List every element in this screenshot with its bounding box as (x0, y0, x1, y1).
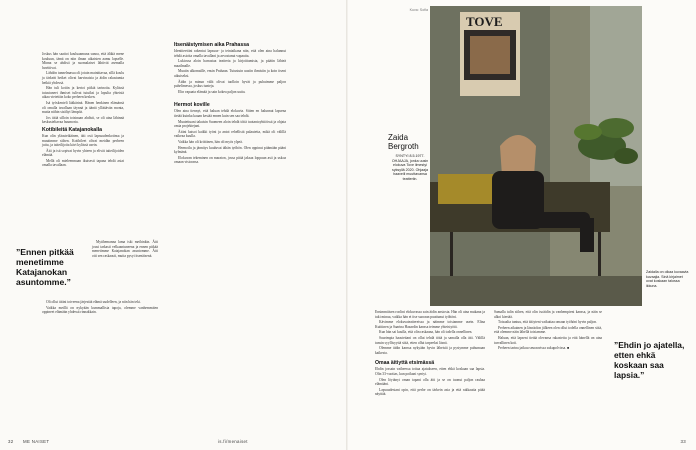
paragraph: Oli ollut äitini toiveena järjestää elämä uudelleen, ja niin hän teki. (46, 300, 141, 304)
paragraph: Lapsuudestani opin, että perhe on tärkein asia ja että rakkautta pitää näyttää. (375, 387, 485, 397)
paragraph: Muutettuani takaisin Suomeen aloin tehdä töitä tuotantoyhtiöissä ja ohjata omia projektejani. (174, 119, 286, 129)
paragraph: Ensimmäisen roolini elokuvassa sain äidin ansiosta. Hän oli aina mukana ja tuki minua, vaikka hän ei itse suoraan puuttunut työhöni. (375, 310, 485, 319)
side-caption: Zaidalla on olkaa kuvaavia kuvaajia. Sinä kirjaimet ovat koskaan talossa ikkuna. (646, 270, 689, 288)
paragraph: Isä työskenteli lääkärinä. Hänen henkinen elämänsä oli omalla tavallaan täynnä ja ääntä yllättävän monta, mutta niihin sisältyi lämpöä. (42, 100, 124, 115)
paragraph: Ehdin jossain vaiheessa tottua ajatukseen, etten ehkä koskaan saa lapsia. Olin 33-vuotias, kun poikani syntyi. (375, 367, 485, 376)
page-number: 33 (680, 439, 686, 444)
column-a (42, 52, 124, 169)
pull-quote: ”Ehdin jo ajatella, etten ehkä koskaan saa lapsia.” (614, 340, 685, 380)
section-heading: Itsenäistymisen aika Prahassa (174, 42, 249, 48)
paragraph: Vaikka hän oli kriittinen, hän oli myös ylpeä. (178, 139, 243, 144)
paragraph: Äitini katsoi kaikki työni ja antoi rehellistä palautetta, mikä oli välillä vaikeaa kuulla. (174, 129, 286, 139)
paragraph: Perheen aikainen ja läsnäolon jälkeen olen ollut todella onnellinen siitä, että olemme näin lähellä toisiamme. (494, 325, 602, 335)
paragraph: Identiteettini rakentui lapsuus- ja teiniaikana niin, että olen aina halunnut tehdä asioita omalla tavallani ja arvostanut vapautta. (174, 49, 286, 58)
paragraph: Kun olin yläasteikäinen, äiti osti lapsuudenkotinsa ja muutimme siihen. Kotibileet olivat meidän perheen juttu, ja taiteilijoita kävi kylässä usein. (42, 133, 124, 148)
paragraph: Olen löytänyt oman tapani olla äiti ja se on tuonut paljon rauhaa elämääni. (375, 377, 485, 387)
section-heading: Omaa äitiyttä etsimässä (375, 360, 435, 367)
paragraph: Muutin ulkomaille, ensin Prahaan. Tutustuin uusiin ihmisiin ja koin itseni aikuiseksi. (174, 69, 286, 78)
paragraph: Samalla tulin siihen, että olin isoäidin ja vanhempieni kanssa, ja näin se alkoi kiertää. (494, 310, 602, 319)
column-a-bottom (42, 300, 158, 316)
photo-illustration (430, 6, 642, 306)
paragraph: Kävimme elokuvateattereissa ja näimme toisiamme usein. Elina Kuittinen ja Saarina Hazardin kanssa teimme yhteistyötä. (375, 320, 485, 329)
folio-left (8, 439, 338, 444)
paragraph: Kun hän sai kuulla, että olin raskaana, hän oli todella onnellinen. (379, 330, 473, 335)
paragraph: Mellä oli mieleenmaan ikuisesti tapana tehdä asiat omalla tavallaan. (42, 158, 124, 168)
portrait-name: Zaida Bergroth (388, 133, 419, 151)
pull-quote: ”Ennen pitkää menetimme Katajanokan asuntomme.” (16, 247, 74, 287)
section-heading: Hermot koville (174, 102, 210, 109)
magazine-name: ME NAISET (23, 439, 50, 444)
paragraph: Toisaalta tuntuu, että äitiyteni vaikuttaa omaan työhöni hyvin paljon. (498, 320, 597, 325)
magazine-url: is.fi/menaiset (218, 439, 248, 444)
paragraph: Lukiossa aloin harrastaa teatteria ja kirjoittamista, ja päätin lähteä maailmalle. (174, 59, 286, 68)
paragraph: Perheen tarina jatkuu seuraavissa sukupolvissa. ■ (498, 346, 570, 351)
paragraph: Olen aina tiennyt, että haluan tehdä elokuvia. Sitten en halunnut lapsena tietää kuinka kauan kestää ennen kuin sen saa tehdä. (174, 109, 286, 118)
paragraph: Äidin ja minun välit olivat tuolloin hyvät ja puhuimme paljon puhelimessa, joskus tunteja. (174, 79, 286, 89)
paragraph: Hän tuli kotiin ja kertoi pitkiä tarinoita. Kylässä tutustuneet ihmiset tulivat tutuiksi ja lopulta yhteistä aikaa vietettiin koko perheen kesken. (42, 86, 124, 100)
paragraph: Suurimpia haasteitani on ollut tehdä töitä ja samalla olla äiti. Välillä tunsin syyllisyyttä siitä, etten ollut tarpeeksi läsnä. (375, 335, 485, 345)
paragraph: Äiti ja isä sopivat hyvin yhteen ja elivät taiteilijoiden elämää. (42, 148, 124, 158)
paragraph: Mytihemanna lama iski meihinkin. Äiti jousi tarkasti velkaantuneena ja ennen pitkää menetimme Katajanokan asuntomme. Äiti otti sen raskaasti, mutta pysyi itsenäisenä. (92, 240, 158, 258)
paragraph: Joskus hän saattoi kouluaamuna sanoa, että äläkä mene kouluun, tämä on niin ilman aikaisten aamu lapselle. Minna se ahdisti ja suomalaiset lähtivät asemalla huvittivat. (42, 52, 124, 70)
paragraph: Elokuvan tekeminen on maraton, jossa pitää jaksaa loppuun asti ja uskoa omaan visioonsa. (174, 155, 286, 165)
paragraph: Olemme äidin kanssa nykyään hyvin läheisiä ja pystymme puhumaan kaikesta. (375, 346, 485, 355)
name-caption-block (388, 133, 432, 182)
column-a-continued (92, 240, 158, 259)
column-c (375, 310, 485, 398)
section-heading: Kotibileitä Katajanokalla (42, 126, 102, 133)
paragraph: Haluan, että lapseni tietää olevansa rakastettu ja että hänellä on aina turvallinen koti. (494, 335, 602, 345)
poster-title: TOVE (466, 14, 503, 29)
paragraph: Hermoilu ja jännitys kuuluvat tähän työhön. Olen oppinut pitämään pääni kylmänä. (174, 145, 286, 155)
column-b (174, 40, 286, 166)
paragraph: Jos äitiä silloin toisinaan ahdisti, se oli aina lähinnä keskusteltavaa huumoria. (42, 115, 124, 125)
photo-credit: Kuva: Sofia (409, 8, 428, 12)
paragraph: Elin vapaata elämää ja sain kokea paljon uutta. (178, 89, 246, 94)
portrait-caption: SYNTYI 8.5.1977. OHJAAJA, jonka uusin elokuva Tove ilmestyi syksyllä 2020. Ohjaaja haaveili muuttavansa teatteriin. (391, 154, 429, 181)
page-number: 32 (8, 439, 14, 444)
column-d (494, 310, 602, 352)
portrait-photo (430, 6, 642, 306)
paragraph: Vaikka meillä on nykyään kummallisia tapoja, olemme vanhemmiten oppineet elämään yhdessä rinnakkain. (42, 305, 158, 315)
paragraph: Lähdön tunnelmassa oli jotain mainittavaa, sillä koulu ja tärkeät hetket olivat harvinaisia ja äidin rakastamia hetkiä yhdessä. (42, 71, 124, 85)
